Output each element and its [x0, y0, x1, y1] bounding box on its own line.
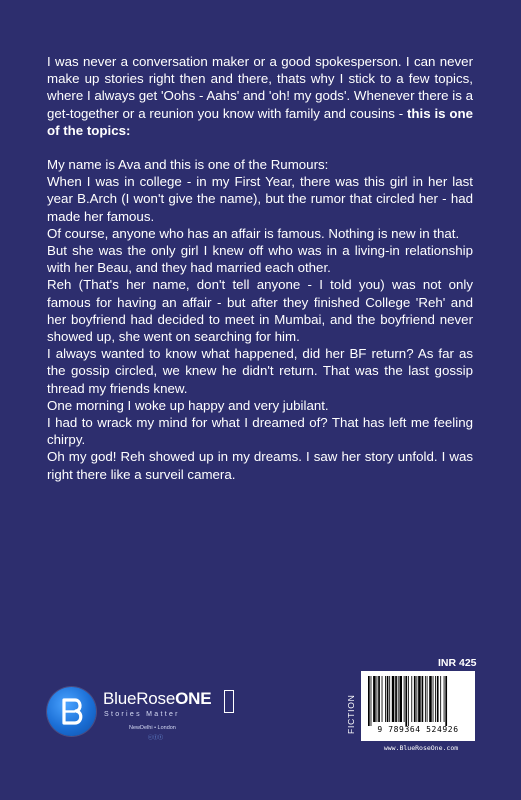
blurb-text [47, 53, 473, 483]
barcode-bars [367, 676, 469, 726]
barcode-bar [437, 676, 439, 722]
blurb-paragraph-intro [47, 53, 473, 139]
genre-label: FICTION [346, 694, 356, 734]
barcode-bar [368, 676, 370, 726]
barcode-bar [385, 676, 386, 722]
barcode-bar [382, 676, 383, 722]
social-icons: ⓒⓕⓣ [148, 735, 164, 741]
barcode-bar [418, 676, 421, 722]
price-label: INR 425 [438, 657, 477, 669]
blurb-paragraph: Reh (That's her name, don't tell anyone - I told you) was not only famous for having an affair - but after they finished College 'Reh' and her boyfriend had decided to meet in Mumbai, and the boyfriend never showed up, she went on searching for him. [47, 277, 473, 345]
blurb-paragraph: Oh my god! Reh showed up in my dreams. I saw her story unfold. I was right there like a surveil camera. [47, 449, 473, 482]
barcode-bar [378, 676, 380, 722]
publisher-logo [47, 683, 277, 743]
barcode-bar [395, 676, 397, 722]
barcode-bar [422, 676, 424, 722]
barcode-bar [404, 676, 405, 722]
publisher-name-main: BlueRose [103, 689, 176, 708]
isbn-barcode [361, 671, 475, 741]
barcode-bar [425, 676, 426, 722]
publisher-emblem-icon [47, 687, 96, 736]
barcode-bar [408, 676, 409, 726]
barcode-bar [387, 676, 389, 722]
barcode-bar [414, 676, 416, 722]
publisher-locations: NewDelhi • London [129, 725, 176, 731]
publisher-website: www.BlueRoseOne.com [383, 744, 459, 752]
blurb-paragraph: But she was the only girl I knew off who was in a living-in relationship with her Beau, and they had married each other. [47, 243, 473, 276]
barcode-bar [377, 676, 378, 722]
barcode-bar [392, 676, 395, 722]
publisher-name-one: ONE [175, 689, 212, 708]
blurb-intro-bold: this is one of the topics: [47, 105, 473, 138]
blurb-paragraph: One morning I woke up happy and very jubilant. [47, 397, 329, 413]
barcode-bar [427, 676, 428, 722]
blurb-paragraph: When I was in college - in my First Year, there was this girl in her last year B.Arch (I won't give the name), but the rumor that circled her - had made her famous. [47, 174, 473, 224]
blurb-paragraph: Of course, anyone who has an affair is famous. Nothing is new in that. [47, 225, 460, 241]
barcode-bar [445, 676, 447, 726]
publisher-name [103, 689, 211, 709]
publisher-tagline: Stories Matter [104, 711, 180, 718]
barcode-bar [405, 676, 407, 726]
barcode-bar [444, 676, 445, 722]
paragraph-gap [47, 139, 473, 156]
barcode-bar [399, 676, 402, 722]
barcode-bar [389, 676, 390, 722]
publisher-mark-icon [224, 690, 234, 713]
blurb-paragraph: I always wanted to know what happened, did her BF return? As far as the gossip circled, we knew he didn't return. That was the last gossip thread my friends knew. [47, 346, 473, 396]
barcode-bar [440, 676, 441, 722]
blurb-intro-text: I was never a conversation maker or a good spokesperson. I can never make up stories right then and there, thats why I stick to a few topics, where I always get 'Oohs - Aahs' and 'oh! my gods'. Whenever there is a get-together or a reunion you know with family and cousins - [47, 54, 473, 121]
blurb-paragraph: My name is Ava and this is one of the Rumours: [47, 157, 329, 173]
barcode-bar [435, 676, 436, 722]
barcode-bar [429, 676, 432, 722]
blurb-paragraph: I had to wrack my mind for what I dreamed of? That has left me feeling chirpy. [47, 415, 473, 448]
barcode-bar [398, 676, 399, 722]
barcode-bar [411, 676, 412, 722]
barcode-bar [433, 676, 434, 722]
isbn-digits: 9 789364 524926 [377, 725, 459, 734]
barcode-bar [371, 676, 372, 726]
barcode-bar [416, 676, 417, 722]
barcode-bar [373, 676, 376, 722]
